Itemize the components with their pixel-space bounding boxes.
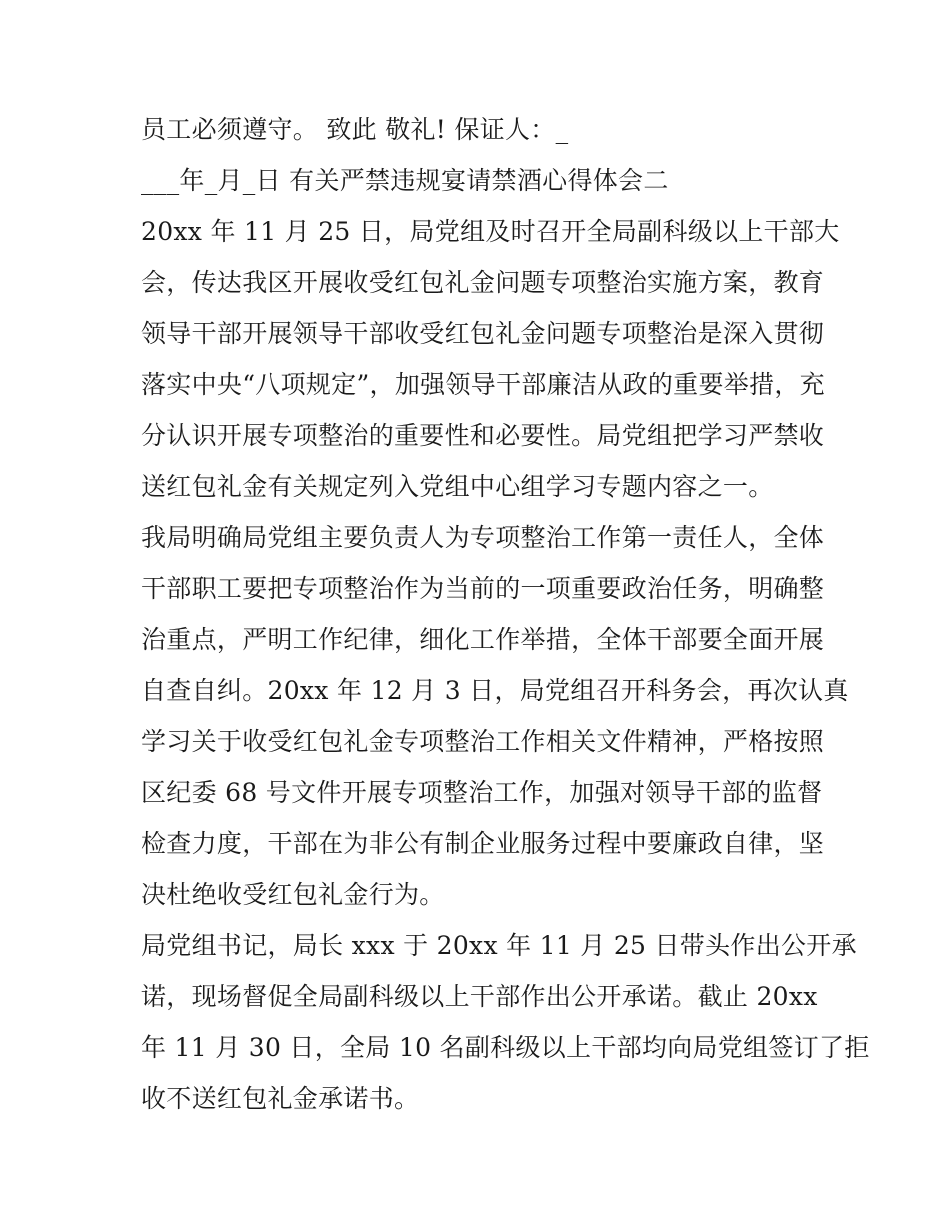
text-line: 诺，现场督促全局副科级以上干部作出公开承诺。截止 20xx [141,982,818,1011]
text-line: 治重点，严明工作纪律，细化工作举措，全体干部要全面开展 [141,625,825,654]
text-line: 自查自纠。20xx 年 12 月 3 日，局党组召开科务会，再次认真 [141,676,849,705]
text-line: 我局明确局党组主要负责人为专项整治工作第一责任人，全体 [141,523,825,552]
text-line: 检查力度，干部在为非公有制企业服务过程中要廉政自律，坚 [141,829,825,858]
text-line: 干部职工要把专项整治作为当前的一项重要政治任务，明确整 [141,574,825,603]
text-line: 落实中央“八项规定”，加强领导干部廉洁从政的重要举措，充 [141,370,825,399]
text-line: 决杜绝收受红包礼金行为。 [141,880,445,909]
text-line: 领导干部开展领导干部收受红包礼金问题专项整治是深入贯彻 [141,319,825,348]
text-line: ___年_月_日 有关严禁违规宴请禁酒心得体会二 [141,166,669,195]
text-line: 会，传达我区开展收受红包礼金问题专项整治实施方案，教育 [141,268,825,297]
text-line: 局党组书记，局长 xxx 于 20xx 年 11 月 25 日带头作出公开承 [141,931,857,960]
text-line: 送红包礼金有关规定列入党组中心组学习专题内容之一。 [141,472,774,501]
text-line: 收不送红包礼金承诺书。 [141,1084,420,1113]
text-line: 员工必须遵守。 致此 敬礼! 保证人：_ [141,115,569,144]
text-line: 学习关于收受红包礼金专项整治工作相关文件精神，严格按照 [141,727,825,756]
text-line: 分认识开展专项整治的重要性和必要性。局党组把学习严禁收 [141,421,825,450]
text-line: 20xx 年 11 月 25 日，局党组及时召开全局副科级以上干部大 [141,217,840,246]
text-line: 年 11 月 30 日，全局 10 名副科级以上干部均向局党组签订了拒 [141,1033,870,1062]
text-line: 区纪委 68 号文件开展专项整治工作，加强对领导干部的监督 [141,778,823,807]
